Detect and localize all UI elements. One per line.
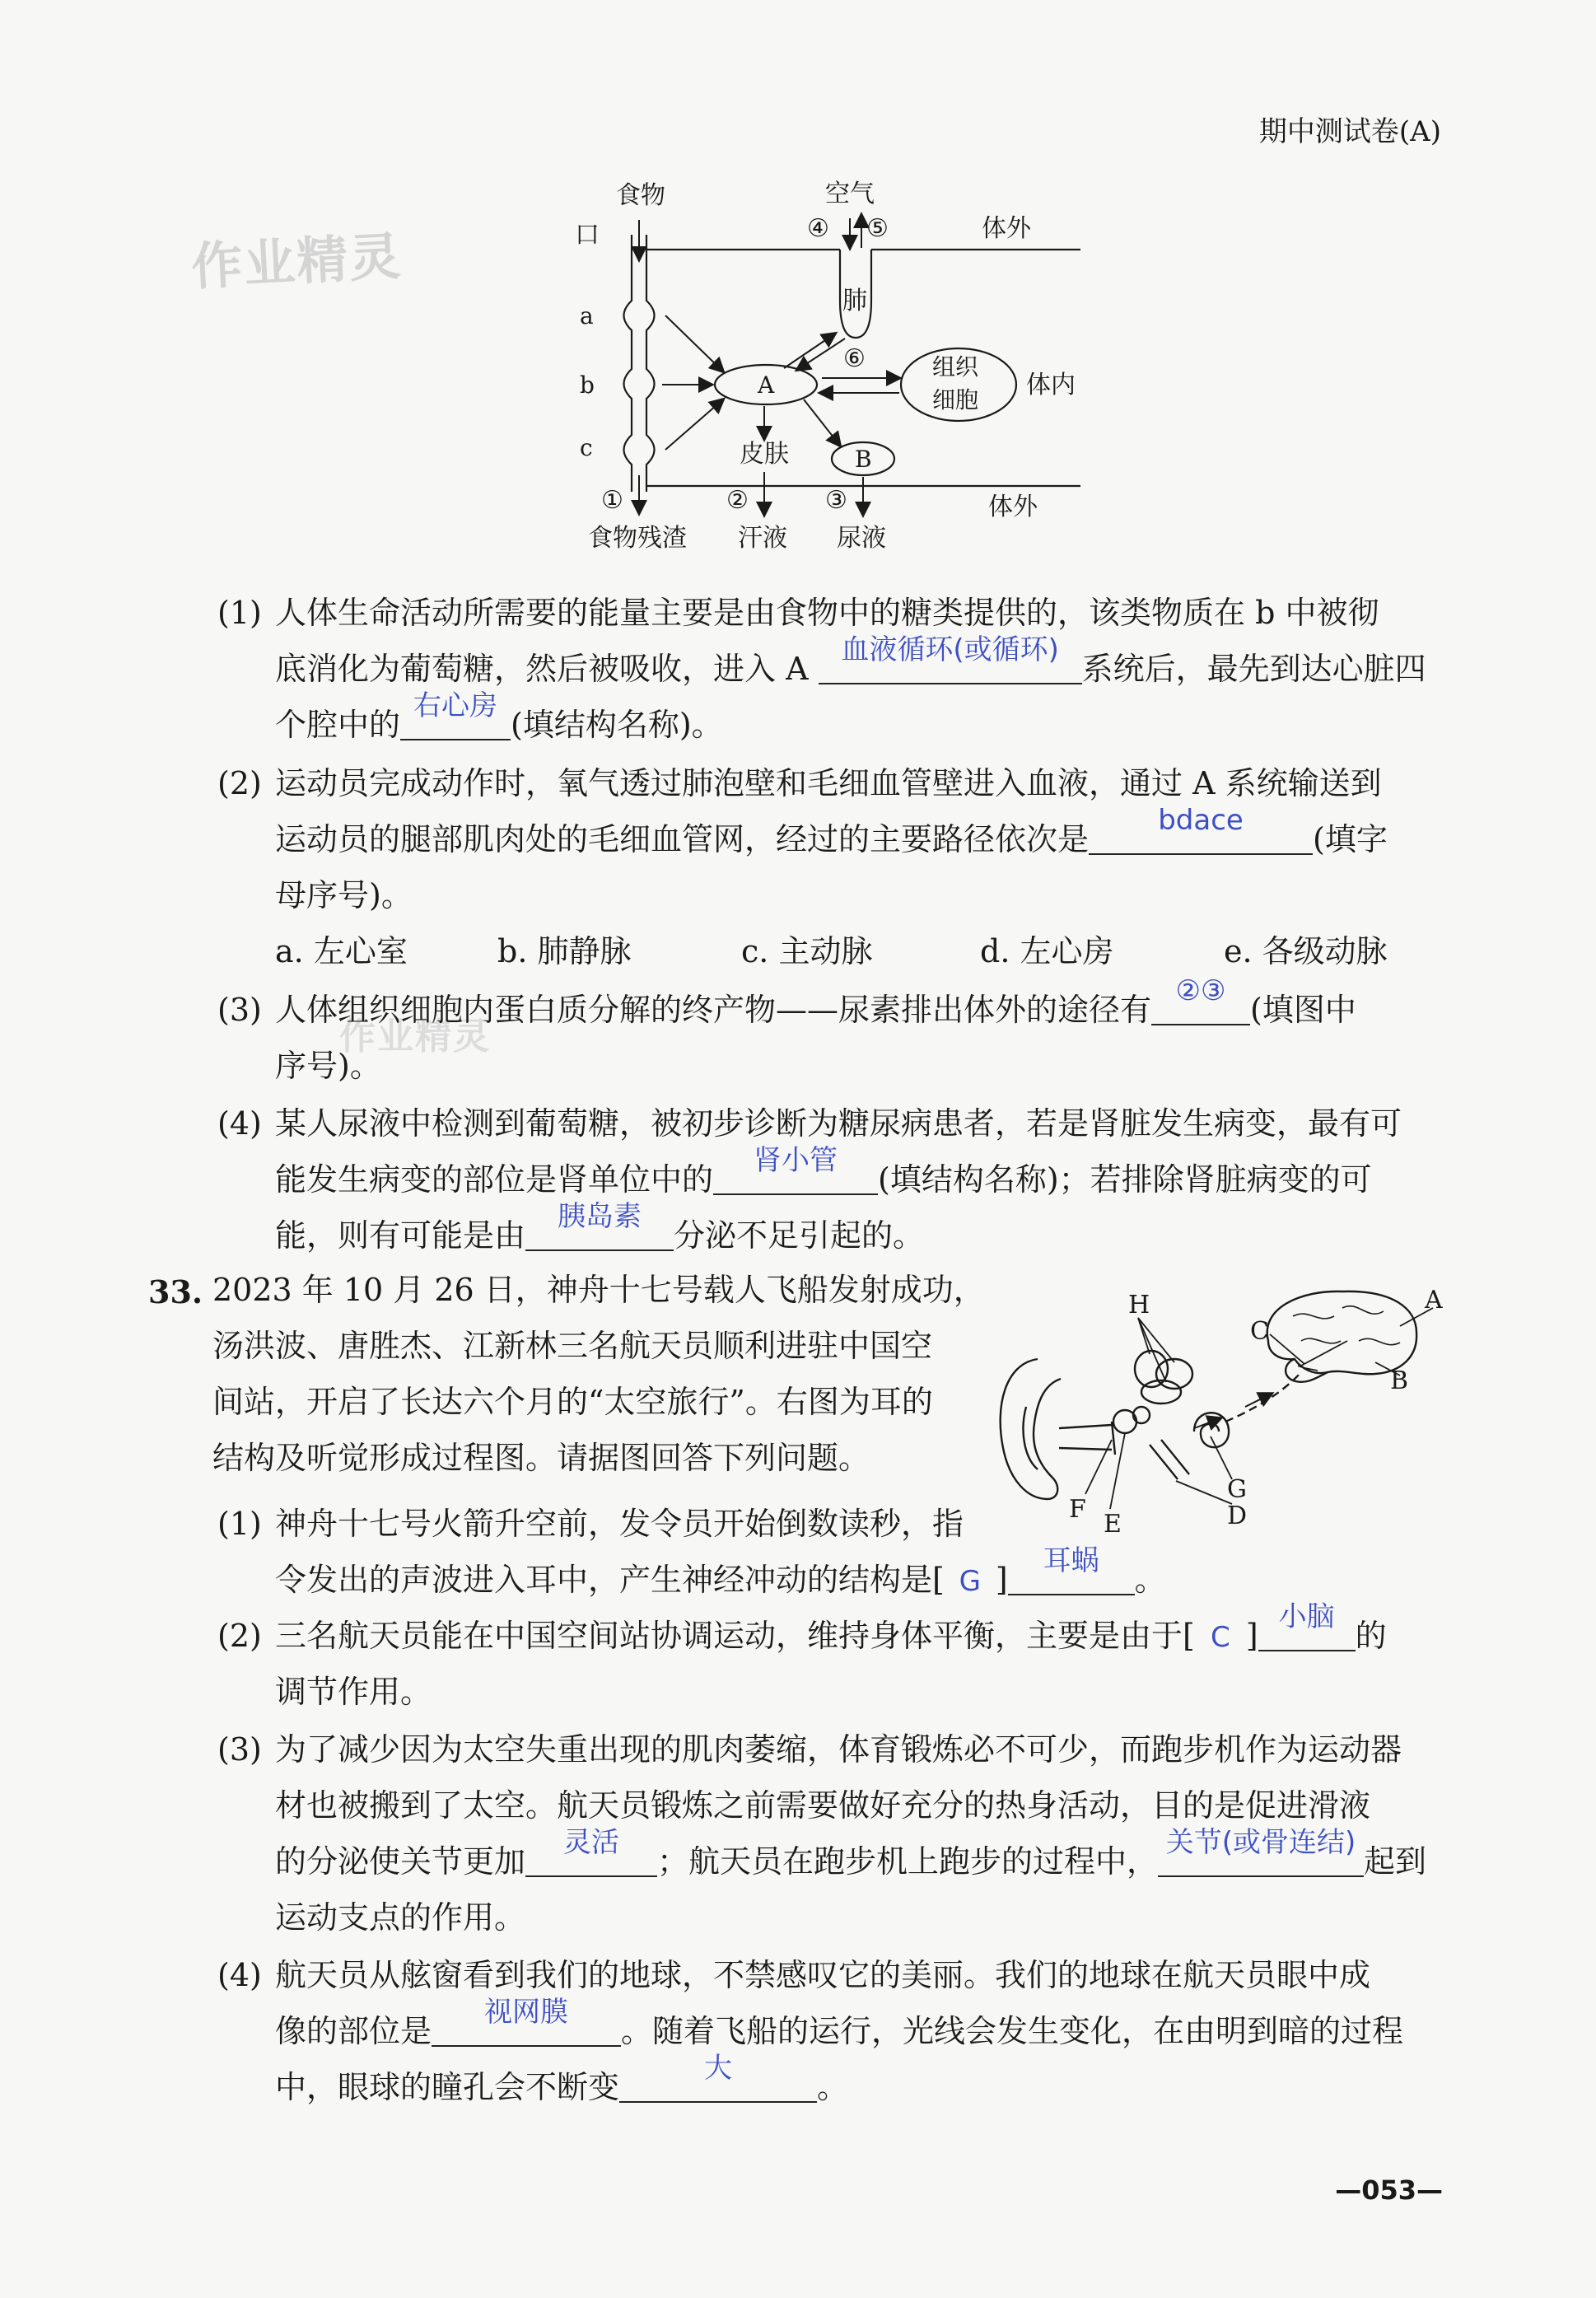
answer-blank[interactable]: [619, 2052, 817, 2103]
answer: 右心房: [413, 689, 498, 722]
q32-part1: [217, 585, 1426, 753]
label-n3: ③: [825, 486, 847, 515]
ear-label-A: A: [1425, 1286, 1443, 1315]
label-tissue-1: 组织: [932, 353, 979, 381]
question-number: 33.: [148, 1273, 203, 1310]
answer-blank[interactable]: [713, 1144, 878, 1195]
text: 序号)。: [275, 1048, 381, 1084]
answer: 小脑: [1278, 1600, 1335, 1633]
answer-blank[interactable]: [525, 1826, 657, 1877]
ear-label-G: G: [1227, 1475, 1247, 1504]
text: 2023 年 10 月 26 日，神舟十七号载人飞船发射成功，: [212, 1272, 985, 1308]
q33-part2: [217, 1600, 1387, 1720]
label-B: B: [855, 446, 872, 473]
text: ；航天员在跑步机上跑步的过程中，: [657, 1843, 1159, 1880]
label-n6: ⑥: [843, 344, 866, 373]
text: 汤洪波、唐胜杰、江新林三名航天员顺利进驻中国空: [212, 1328, 933, 1364]
answer-letter[interactable]: G: [959, 1565, 981, 1598]
text: 神舟十七号火箭升空前，发令员开始倒数读秒，指: [275, 1506, 964, 1542]
answer-blank[interactable]: [1151, 974, 1250, 1025]
answer-blank[interactable]: [1258, 1600, 1356, 1651]
label-mouth: 口: [575, 221, 600, 250]
label-n5: ⑤: [866, 214, 889, 243]
text: 的分泌使关节更加: [275, 1843, 526, 1880]
text: 能发生病变的部位是肾单位中的: [275, 1161, 714, 1198]
text: 。: [1134, 1562, 1166, 1598]
part-number: (3): [217, 992, 262, 1028]
text: (填结构名称)。: [511, 707, 723, 743]
label-a: a: [580, 302, 594, 329]
part-number: (3): [217, 1731, 262, 1768]
q32-part3: [217, 974, 1356, 1094]
answer-blank[interactable]: [819, 633, 1082, 684]
part-number: (4): [217, 1105, 262, 1142]
option: b. 肺静脉: [497, 933, 632, 969]
option: e. 各级动脉: [1224, 933, 1388, 969]
text: ]: [1245, 1618, 1258, 1654]
label-food: 食物: [616, 181, 665, 210]
physiology-diagram: [560, 177, 1104, 572]
answer: 大: [704, 2052, 733, 2085]
text: 底消化为葡萄糖，然后被吸收，进入 A: [275, 651, 809, 687]
text: 运动员的腿部肌肉处的毛细血管网，经过的主要路径依次是: [275, 821, 1090, 857]
page-header-title: 期中测试卷(A): [1258, 115, 1441, 148]
text: (填结构名称)；若排除肾脏病变的可: [878, 1161, 1372, 1198]
part-number: (4): [217, 1957, 262, 1993]
part-number: (1): [217, 1506, 262, 1542]
answer-blank[interactable]: [1158, 1826, 1364, 1877]
text: 某人尿液中检测到葡萄糖，被初步诊断为糖尿病患者，若是肾脏发生病变，最有可: [275, 1105, 1402, 1142]
label-urine: 尿液: [837, 524, 886, 553]
text: 分泌不足引起的。: [674, 1217, 925, 1254]
text: 间站，开启了长达六个月的“太空旅行”。右图为耳的: [212, 1384, 933, 1420]
watermark: 作业精灵: [189, 226, 404, 297]
label-air: 空气: [825, 180, 875, 208]
label-c: c: [580, 434, 593, 461]
answer: 胰岛素: [558, 1200, 642, 1233]
answer: 视网膜: [484, 1996, 569, 2029]
label-n1: ①: [601, 486, 623, 515]
label-skin: 皮肤: [740, 440, 789, 469]
answer: 关节(或骨连结): [1165, 1826, 1356, 1859]
answer: 耳蜗: [1043, 1544, 1099, 1577]
text: 运动员完成动作时，氧气透过肺泡壁和毛细血管壁进入血液，通过 A 系统输送到: [275, 765, 1382, 801]
label-residue: 食物残渣: [588, 524, 687, 553]
text: (填字: [1313, 821, 1388, 857]
label-outside-bottom: 体外: [988, 493, 1038, 521]
answer-blank[interactable]: [1089, 804, 1313, 855]
q33-part4: [217, 1947, 1403, 2115]
ear-label-D: D: [1227, 1502, 1248, 1530]
label-n4: ④: [807, 214, 829, 243]
option: a. 左心室: [275, 933, 408, 969]
answer-blank[interactable]: [1008, 1544, 1135, 1595]
text: 令发出的声波进入耳中，产生神经冲动的结构是[: [275, 1562, 945, 1598]
text: ]: [995, 1562, 1008, 1598]
label-outside-top: 体外: [982, 214, 1031, 243]
text: 结构及听觉形成过程图。请据图回答下列问题。: [212, 1440, 870, 1476]
part-number: (1): [217, 595, 262, 631]
q33-intro: [212, 1262, 985, 1486]
answer: 肾小管: [754, 1144, 838, 1177]
label-sweat: 汗液: [738, 524, 787, 553]
text: 。: [817, 2069, 849, 2105]
text: 调节作用。: [275, 1674, 432, 1710]
answer-blank[interactable]: [525, 1200, 674, 1251]
text: 起到: [1364, 1843, 1427, 1880]
answer-blank[interactable]: [432, 1996, 621, 2047]
text: 个腔中的: [275, 707, 401, 743]
text: 系统后，最先到达心脏四: [1081, 651, 1426, 687]
option: c. 主动脉: [741, 933, 873, 969]
answer: ②③: [1175, 974, 1226, 1007]
text: 母序号)。: [275, 877, 413, 913]
page-number: —053—: [1335, 2174, 1443, 2206]
text: 为了减少因为太空失重出现的肌肉萎缩，体育锻炼必不可少，而跑步机作为运动器: [275, 1731, 1402, 1768]
answer: 血液循环(或循环): [841, 633, 1059, 666]
text: 航天员从舷窗看到我们的地球，不禁感叹它的美丽。我们的地球在航天员眼中成: [275, 1957, 1371, 1993]
text: 三名航天员能在中国空间站协调运动，维持身体平衡，主要是由于[: [275, 1618, 1195, 1654]
label-lung: 肺: [842, 287, 867, 315]
text: 能，则有可能是由: [275, 1217, 526, 1254]
text: 像的部位是: [275, 2013, 432, 2049]
answer: bdace: [1158, 804, 1244, 837]
part-number: (2): [217, 1618, 262, 1654]
ear-label-C: C: [1250, 1317, 1269, 1346]
text: 。随着飞船的运行，光线会发生变化，在由明到暗的过程: [621, 2013, 1404, 2049]
q33-part3: [217, 1721, 1426, 1945]
option: d. 左心房: [980, 933, 1114, 969]
part-number: (2): [217, 765, 262, 801]
text: 人体组织细胞内蛋白质分解的终产物——尿素排出体外的途径有: [275, 992, 1152, 1028]
answer-letter[interactable]: C: [1210, 1621, 1230, 1654]
label-b: b: [580, 371, 595, 399]
q32-part4: [217, 1095, 1402, 1263]
answer: 灵活: [563, 1826, 620, 1859]
ear-label-H: H: [1128, 1291, 1150, 1319]
text: 的: [1355, 1618, 1387, 1654]
label-tissue-2: 细胞: [932, 386, 979, 413]
q32-part2: [217, 755, 1388, 979]
ear-label-E: E: [1104, 1510, 1122, 1539]
watermark: 作业精灵: [339, 1016, 491, 1058]
text: 材也被搬到了太空。航天员锻炼之前需要做好充分的热身活动，目的是促进滑液: [275, 1787, 1371, 1824]
text: 运动支点的作用。: [275, 1899, 526, 1936]
ear-label-F: F: [1069, 1495, 1086, 1524]
ear-label-B: B: [1390, 1366, 1409, 1395]
label-A: A: [758, 371, 775, 399]
text: 中，眼球的瞳孔会不断变: [275, 2069, 620, 2105]
label-inside: 体内: [1026, 371, 1076, 399]
text: 人体生命活动所需要的能量主要是由食物中的糖类提供的，该类物质在 b 中被彻: [275, 595, 1379, 631]
label-n2: ②: [726, 486, 749, 515]
text: (填图中: [1250, 992, 1356, 1028]
q33-part1: [217, 1496, 1166, 1608]
answer-blank[interactable]: [400, 689, 511, 740]
